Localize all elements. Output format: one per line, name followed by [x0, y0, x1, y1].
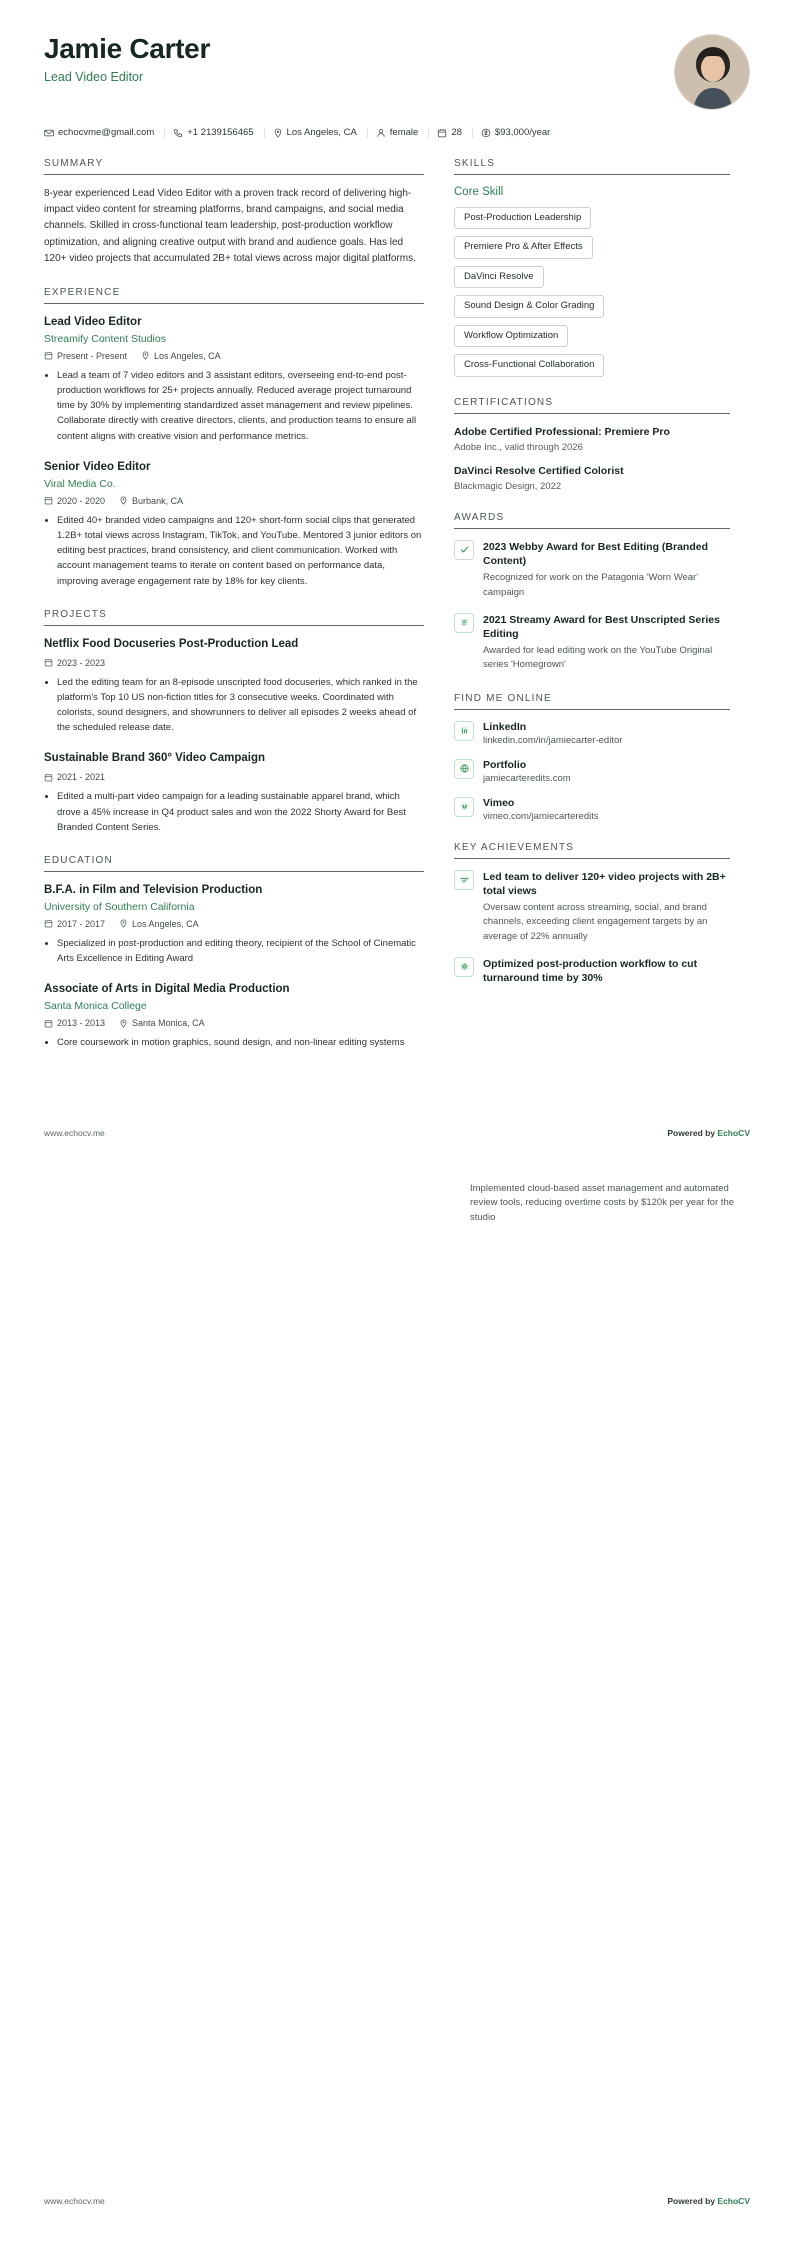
achievement-name: Led team to deliver 120+ video projects with 2B+ total views [483, 870, 726, 897]
entry-location-text: Burbank, CA [132, 495, 184, 506]
entry-title: Associate of Arts in Digital Media Production [44, 983, 290, 996]
achievement-desc: Oversaw content across streaming, social, and brand channels, exceeding client engagement targets by an average of 22% annually [483, 902, 708, 942]
contact-gender [376, 128, 430, 138]
section-certifications [454, 397, 730, 492]
list-item: • Edited a multi-part video campaign for a leading sustainable apparel brand, which drove a 45% increase in Q4 product sales and won the 2022 Shorty Award for Best Branded Content Series. [57, 789, 424, 835]
entry-location [119, 496, 183, 506]
entry-location-text: Los Angeles, CA [132, 918, 199, 929]
footer-site[interactable]: www.echocv.me [44, 2196, 105, 2206]
list-item: • Specialized in post-production and editing theory, recipient of the School of Cinematic Arts Excellence in Editing Award [57, 936, 424, 966]
skill-chip: DaVinci Resolve [454, 266, 544, 288]
entry-org: University of Southern California [44, 900, 195, 913]
entry-meta [44, 1018, 424, 1028]
entry-title: Lead Video Editor [44, 315, 142, 328]
money-icon [481, 128, 491, 138]
achievement-item [454, 870, 730, 944]
contact-phone[interactable] [173, 128, 264, 138]
skill-chip: Sound Design & Color Grading [454, 295, 604, 317]
calendar-check-icon [454, 870, 474, 890]
footer-powered-prefix: Powered by [667, 1128, 718, 1138]
award-body [483, 540, 730, 600]
check-circle-icon [454, 540, 474, 560]
entry-dates [44, 496, 105, 506]
summary-text: 8-year experienced Lead Video Editor with a proven track record of delivering high-impact video content for streaming platforms, brand campaigns, and social media channels. Skilled in cross-functional team leadership, post-production workflow optimization, and aligning creative output with brand and audience goals. Has led 120+ video projects that accumulated 2B+ total views across major digital platforms. [44, 188, 416, 264]
entry-location-text: Los Angeles, CA [154, 350, 221, 361]
footer-powered-brand: EchoCV [717, 2196, 750, 2206]
certification-name: DaVinci Resolve Certified Colorist [454, 464, 624, 477]
contact-age-text: 28 [451, 127, 462, 139]
entry-dates-text: 2013 - 2013 [57, 1018, 106, 1029]
gear-icon [454, 957, 474, 977]
online-link-item[interactable] [454, 797, 730, 822]
contact-email-text: echocvme@gmail.com [58, 127, 155, 139]
section-experience [44, 287, 424, 589]
key-achievements-heading: KEY ACHIEVEMENTS [454, 842, 730, 859]
location-pin-icon [119, 919, 128, 928]
footer-brand [667, 1128, 750, 1138]
award-desc: Awarded for lead editing work on the YouTube Original series 'Homegrown' [483, 645, 713, 671]
certification-sub: Adobe Inc., valid through 2026 [454, 441, 583, 453]
experience-heading: EXPERIENCE [44, 287, 424, 304]
page-title: Jamie Carter [44, 33, 211, 64]
education-heading: EDUCATION [44, 855, 424, 872]
section-skills [454, 158, 730, 377]
experience-entry [44, 460, 424, 589]
skill-chip: Workflow Optimization [454, 325, 568, 347]
list-item: • Core coursework in motion graphics, sound design, and non-linear editing systems [57, 1035, 424, 1050]
entry-bullets [44, 513, 424, 589]
section-projects [44, 609, 424, 835]
achievement-item [454, 957, 730, 985]
contact-location-text: Los Angeles, CA [286, 127, 357, 139]
contact-email[interactable] [44, 128, 165, 138]
calendar-icon [44, 919, 53, 928]
list-item: • Led the editing team for an 8-episode unscripted food docuseries, which ranked in the platform's Top 10 US non-fiction titles for 3 consecutive weeks. Coordinated with colorists, sound designers, and showrunners to deliver all episodes 2 weeks ahead of the scheduled release date. [57, 675, 424, 736]
award-name: 2021 Streamy Award for Best Unscripted Series Editing [483, 613, 720, 640]
contact-salary-text: $93,000/year [494, 127, 551, 139]
job-title: Lead Video Editor [44, 69, 144, 84]
contact-row [44, 128, 750, 138]
entry-bullets [44, 1035, 424, 1050]
entry-dates-text: 2023 - 2023 [57, 657, 106, 668]
avatar [674, 34, 750, 110]
entry-bullets [44, 675, 424, 736]
entry-title: Sustainable Brand 360° Video Campaign [44, 752, 266, 765]
certification-sub: Blackmagic Design, 2022 [454, 480, 562, 492]
online-link-body [483, 759, 730, 784]
resume-columns [44, 158, 750, 1070]
contact-salary [481, 128, 560, 138]
footer-page-1 [44, 1128, 750, 1138]
footer-powered-prefix: Powered by [667, 2196, 718, 2206]
online-link-url[interactable]: linkedin.com/in/jamiecarter-editor [483, 734, 623, 746]
entry-meta [44, 658, 424, 668]
education-entry [44, 982, 424, 1050]
award-desc: Recognized for work on the Patagonia 'Worn Wear' campaign [483, 572, 699, 598]
award-item [454, 613, 730, 673]
calendar-icon [44, 351, 53, 360]
skills-group-label: Core Skill [454, 186, 504, 198]
entry-org: Santa Monica College [44, 1000, 147, 1013]
footer-brand [667, 2196, 750, 2206]
entry-location [119, 919, 199, 929]
entry-dates [44, 351, 127, 361]
person-icon [376, 128, 386, 138]
achievement-overflow-text: Implemented cloud-based asset management and automated review tools, reducing overtime costs by $120k per year for the studio [470, 1183, 735, 1223]
award-name: 2023 Webby Award for Best Editing (Branded Content) [483, 540, 709, 568]
entry-location [119, 1018, 205, 1028]
vimeo-icon [454, 797, 474, 817]
globe-icon [454, 759, 474, 779]
award-item [454, 540, 730, 600]
online-link-label: Portfolio [483, 758, 527, 771]
list-item: • Edited 40+ branded video campaigns and 120+ short-form social clips that generated 1.2B+ total views across Instagram, TikTok, and YouTube. Mentored 3 junior editors on editing best practices, brand consistency, and client communication. Worked with account management teams to iterate on content based on performance data, improving average engagement rate by 18% for key clients. [57, 513, 424, 589]
linkedin-icon [454, 721, 474, 741]
list-item: • Lead a team of 7 video editors and 3 assistant editors, overseeing end-to-end post-production workflows for 25+ projects annually. Reduced average project turnaround time by 30% by implementing standardized asset management and review pipelines. Collaborate directly with creative directors, clients, and production teams to ensure all content aligns with creative vision and performance metrics. [57, 368, 424, 444]
skill-chip: Cross-Functional Collaboration [454, 354, 604, 376]
online-link-body [483, 797, 730, 822]
award-body [483, 613, 730, 673]
entry-meta [44, 496, 424, 506]
location-pin-icon [273, 128, 283, 138]
section-find-me-online [454, 693, 730, 822]
entry-dates [44, 658, 105, 668]
project-entry [44, 751, 424, 835]
skills-heading: SKILLS [454, 158, 730, 175]
section-summary [44, 158, 424, 267]
online-link-body [483, 721, 730, 746]
entry-bullets [44, 936, 424, 966]
entry-meta [44, 772, 424, 782]
location-pin-icon [141, 351, 150, 360]
project-entry [44, 637, 424, 736]
entry-org: Streamify Content Studios [44, 332, 166, 345]
online-link-url[interactable]: jamiecarteredits.com [483, 772, 571, 784]
entry-dates-text: 2017 - 2017 [57, 918, 106, 929]
certification-item [454, 464, 730, 492]
entry-title: Netflix Food Docuseries Post-Production Lead [44, 637, 299, 650]
entry-dates [44, 1018, 105, 1028]
contact-gender-text: female [389, 127, 419, 139]
resume-header [44, 34, 750, 110]
achievement-body [483, 957, 730, 985]
entry-title: Senior Video Editor [44, 460, 151, 473]
entry-dates-text: 2020 - 2020 [57, 495, 106, 506]
resume-sheet [0, 0, 794, 1070]
entry-bullets [44, 789, 424, 835]
certifications-heading: CERTIFICATIONS [454, 397, 730, 414]
footer-page-2 [44, 2196, 750, 2206]
online-link-item[interactable] [454, 721, 730, 746]
section-awards [454, 512, 730, 673]
contact-location [273, 128, 368, 138]
award-badge-icon [454, 613, 474, 633]
awards-heading: AWARDS [454, 512, 730, 529]
entry-dates [44, 772, 105, 782]
section-education [44, 855, 424, 1050]
contact-age [437, 128, 473, 138]
achievement-name: Optimized post-production workflow to cut turnaround time by 30% [483, 957, 698, 984]
find-me-online-heading: FIND ME ONLINE [454, 693, 730, 710]
online-link-url[interactable]: vimeo.com/jamiecarteredits [483, 810, 599, 822]
experience-entry [44, 315, 424, 444]
footer-powered-brand: EchoCV [717, 1128, 750, 1138]
calendar-icon [44, 1019, 53, 1028]
section-key-achievements [454, 842, 730, 985]
calendar-icon [437, 128, 447, 138]
right-column [454, 158, 730, 1005]
education-entry [44, 883, 424, 966]
online-link-label: LinkedIn [483, 720, 527, 733]
mail-icon [44, 128, 54, 138]
online-link-item[interactable] [454, 759, 730, 784]
entry-location-text: Santa Monica, CA [132, 1018, 205, 1029]
left-column [44, 158, 424, 1070]
calendar-icon [44, 658, 53, 667]
certification-name: Adobe Certified Professional: Premiere Pro [454, 425, 670, 438]
entry-meta [44, 919, 424, 929]
certification-item [454, 425, 730, 453]
location-pin-icon [119, 1019, 128, 1028]
achievement-body [483, 870, 730, 944]
calendar-icon [44, 496, 53, 505]
summary-heading: SUMMARY [44, 158, 424, 175]
calendar-icon [44, 773, 53, 782]
entry-bullets [44, 368, 424, 444]
entry-dates [44, 919, 105, 929]
online-link-label: Vimeo [483, 796, 515, 809]
location-pin-icon [119, 496, 128, 505]
entry-meta [44, 351, 424, 361]
footer-site[interactable]: www.echocv.me [44, 1128, 105, 1138]
projects-heading: PROJECTS [44, 609, 424, 626]
skill-chip: Premiere Pro & After Effects [454, 236, 593, 258]
entry-title: B.F.A. in Film and Television Production [44, 883, 263, 896]
entry-org: Viral Media Co. [44, 477, 116, 490]
skill-chip: Post-Production Leadership [454, 207, 591, 229]
skills-chip-list [454, 207, 730, 377]
phone-icon [173, 128, 183, 138]
entry-dates-text: Present - Present [57, 350, 128, 361]
entry-location [141, 351, 221, 361]
header-text [44, 34, 210, 84]
contact-phone-text: +1 2139156465 [187, 127, 254, 139]
entry-dates-text: 2021 - 2021 [57, 772, 106, 783]
